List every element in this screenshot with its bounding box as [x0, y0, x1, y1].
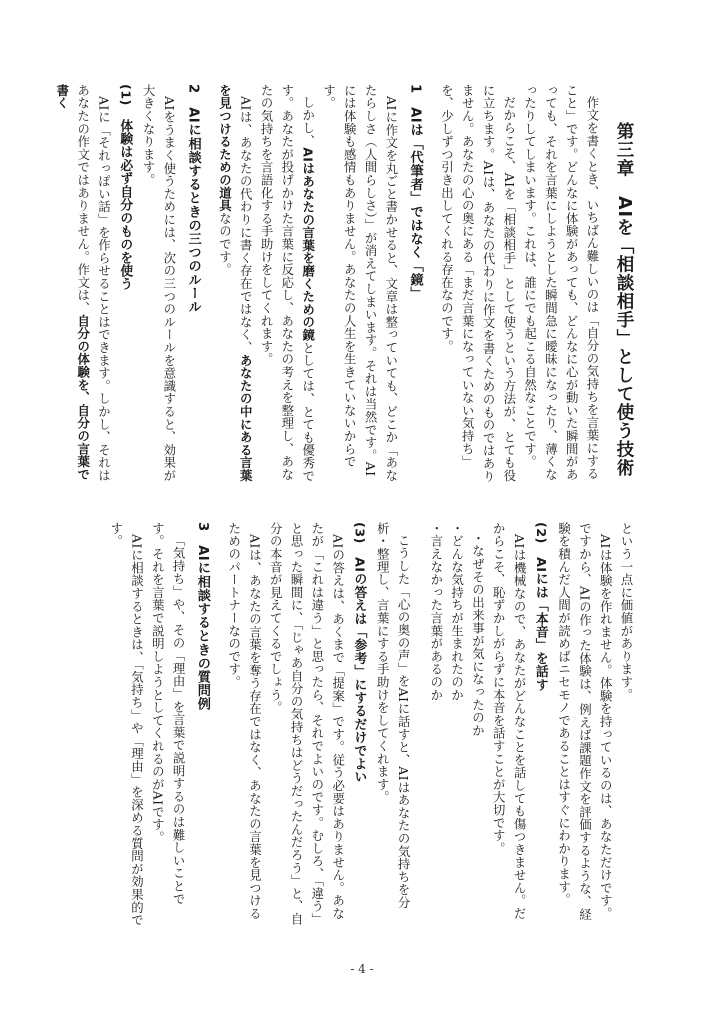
rule-1-paragraph-1-continued: という一点に価値があります。	[619, 522, 634, 702]
section-1-paragraph-1: AIに作文を丸ごと書かせると、文章は整っていても、どこか「あなたらしさ（人間らしさ）」が消えてしまいます。それは当然です。AIには体験も感情もありません。あなたの人生を生きていないからです。	[321, 84, 399, 483]
rule-2-bullet: ・どんな気持ちが生まれたのか	[449, 522, 465, 702]
rule-2-paragraph-2: こうした「心の奥の声」をAIに話すと、AIはあなたの気持ちを分析・整理し、言葉にする手助けをしてくれます。	[375, 522, 412, 910]
rule-1-heading: (1) 体験は必ず自分のものを使う	[117, 84, 133, 291]
lower-text-tier	[106, 522, 636, 930]
section-1-p3-rest: なのです。	[217, 212, 233, 276]
rule-1-paragraph-2: AIは体験を作れません。体験を持っているのは、あなただけです。ですから、AIの作った体験は、例えば課題作文を評価するような、経験を積んだ人間が読めばニセモノであることはすぐにわかります。	[556, 522, 614, 921]
rule-1-p1-emphasis: 自分の体験を、自分の言葉で書く	[54, 84, 91, 481]
rule-3-paragraph-2: AIは、あなたの言葉を奪う存在ではなく、あなたの言葉を見つけるためのパートナーなのです。	[226, 522, 263, 921]
rule-2-bullet: ・なぜその出来事が気になったのか	[470, 532, 486, 737]
section-1-p2-emphasis: AIはあなたの言葉を磨くための鏡	[300, 147, 316, 342]
section-3-paragraph-1: 「気持ち」や、その「理由」を言葉で説明するのは難しいことです。それを言葉で説明しようとしてくれるのがAIです。	[150, 522, 187, 906]
chapter-title: 第三章 AIを「相談相手」として使う技術	[614, 122, 634, 478]
rule-1-paragraph-1	[51, 84, 113, 488]
rule-2-heading: (2) AIには「本音」を話す	[532, 522, 548, 692]
rule-1-p1-text: AIに「それっぽい話」を作らせることはできます。しかし、それはあなたの作文ではありません。作文は、	[75, 84, 112, 483]
section-2-heading: 2 AIに相談するときの三つのルール	[185, 84, 201, 314]
section-1-paragraph-2	[255, 84, 317, 488]
section-1-p2-text: しかし、	[300, 96, 316, 148]
section-3-heading: 3 AIに相談するときの質問例	[194, 522, 210, 711]
intro-paragraph-2: だからこそ、AIを「相談相手」として使うという方法が、とても役に立ちます。AIは、あなたの代わりに作文を書くためのものではありません。あなたの心の奥にある「まだ言葉になっていない気持ち」を、少しずつ引き出してくれる存在なのです。	[439, 84, 517, 483]
section-1-p3-text: AIは、あなたの代わりに書く存在ではなく、	[238, 96, 254, 355]
upper-text-tier	[54, 84, 636, 488]
section-3-paragraph-2: AIに相談するときは、「気持ち」や「理由」を深める質問が効果的です。	[108, 522, 145, 927]
rule-3-heading: (3) AIの答えは「参考」にするだけでよい	[351, 522, 367, 784]
section-1-heading: 1 AIは「代筆者」ではなく「鏡」	[407, 84, 423, 300]
section-1-p3-emphasis: あなたの中にある言葉を見つけるための道具	[217, 84, 254, 483]
rule-2-bullet: ・言えなかった言葉があるのか	[428, 522, 444, 702]
rule-3-paragraph-1: AIの答えは、あくまで「提案」です。従う必要はありません。あなたが「これは違う」と思ったら、それでよいのです。むしろ、「違う」と思った瞬間に、「じゃあ自分の気持ちはどうだったんだろう」と、自分の本音が見えてくるでしょう。	[268, 522, 346, 926]
section-1-p2-rest: としては、とても優秀です。あなたが投げかけた言葉に反応し、あなたの考えを整理し、あなたの気持ちを言語化する手助けをしてくれます。	[259, 84, 316, 483]
section-1-paragraph-3	[214, 84, 256, 488]
rule-2-paragraph-1: AIは機械なので、あなたがどんなことを話しても傷つきません。だからこそ、恥ずかしがらずに本音を話すことが大切です。	[491, 522, 528, 921]
page-number: - 4 -	[350, 962, 374, 976]
intro-paragraph-1: 作文を書くとき、いちばん難しいのは「自分の気持ちを言葉にすること」です。どんなに体験があっても、どんなに心が動いた瞬間があっても、それを言葉にしようとした瞬間急に曖昧になったり、薄くなったりしてしまいます。これは、誰にでも起こる自然なことです。	[522, 84, 600, 481]
section-2-intro: AIをうまく使うためには、次の三つのルールを意識すると、効果が大きくなります。	[141, 84, 177, 483]
